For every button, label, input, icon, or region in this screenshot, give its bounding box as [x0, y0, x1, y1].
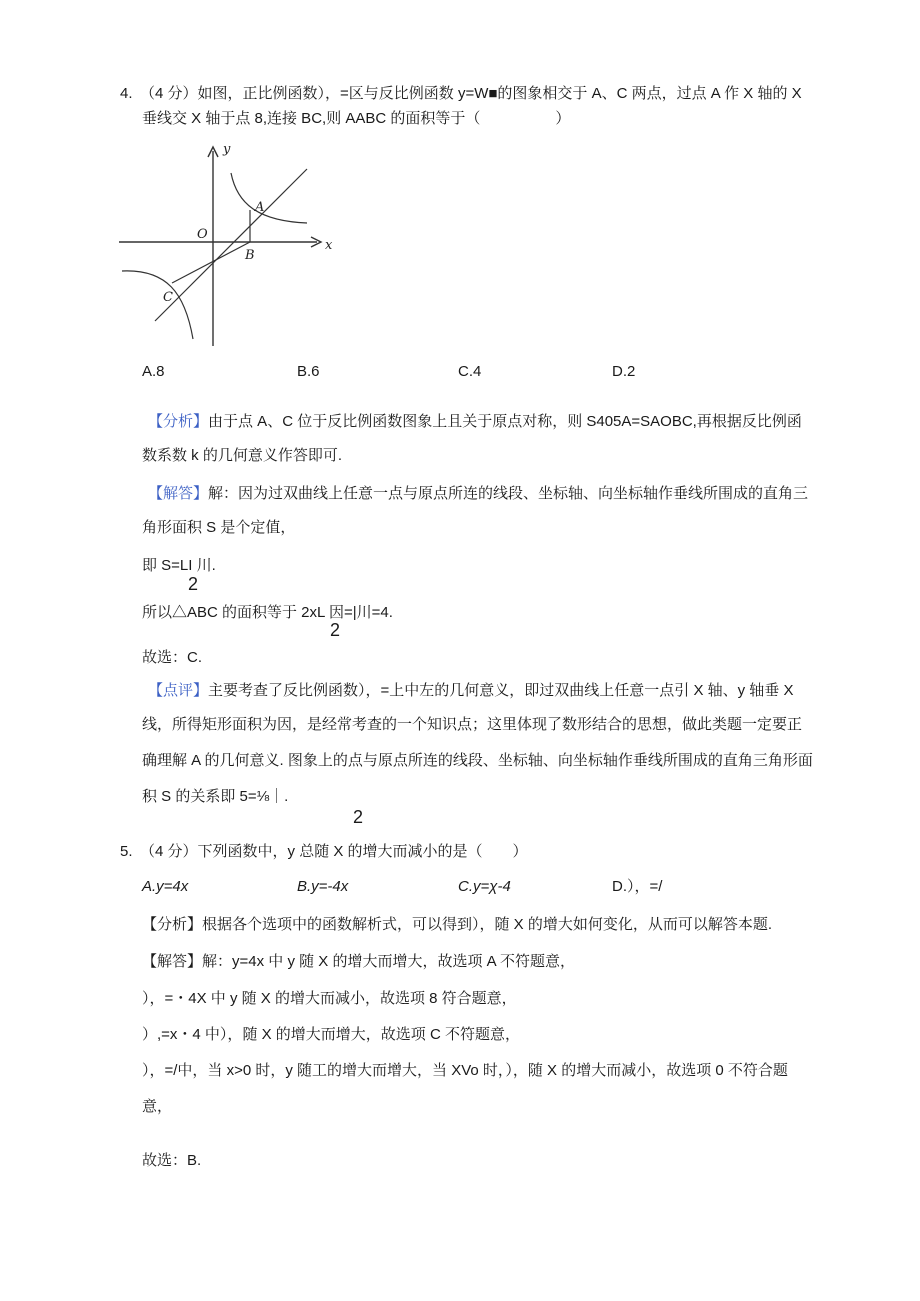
label-a: A	[255, 200, 265, 215]
q4-analysis-line1	[148, 412, 802, 432]
q4-comment-line1	[148, 681, 793, 701]
q5-option-d: D.），=/	[612, 878, 663, 895]
q4-answer-line4: 所以△ABC 的面积等于 2xL 因=|川=4.	[142, 604, 393, 621]
q4-stem-line2: 垂线交 X 轴于点 8,连接 BC,则 AABC 的面积等于（ ）	[142, 110, 571, 127]
q4-answer-line1	[148, 484, 808, 504]
q4-option-b: B.6	[297, 363, 320, 380]
q4-answer-fraction-2b: 2	[330, 620, 341, 640]
label-b: B	[245, 248, 255, 263]
q5-answer-line3: ）,=x・4 中），随 X 的增大而增大，故选项 C 不符题意，	[142, 1026, 520, 1043]
q4-answer-fraction-2: 2	[188, 574, 199, 594]
comment-tag: 【点评】	[148, 682, 209, 699]
comment-text: 主要考查了反比例函数），=上中左的几何意义，即过双曲线上任意一点引 X 轴、y 轴垂 X	[208, 682, 794, 699]
q5-stem: 5. （4 分）下列函数中，y 总随 X 的增大而减小的是（ ）	[120, 843, 528, 860]
answer-tag: 【解答】	[148, 485, 209, 502]
label-x: x	[325, 238, 333, 253]
q4-answer-line2: 角形面积 S 是个定值，	[142, 519, 296, 536]
q5-answer-line5: 意，	[142, 1098, 173, 1115]
q4-comment-line2: 线，所得矩形面积为因，是经常考查的一个知识点；这里体现了数形结合的思想，做此类题一定要正	[142, 716, 803, 733]
q4-option-c: C.4	[458, 363, 482, 380]
q5-analysis: 【分析】根据各个选项中的函数解析式，可以得到），随 X 的增大如何变化，从而可以解答本题.	[142, 916, 773, 933]
q4-option-d: D.2	[612, 363, 636, 380]
q4-comment-line3: 确理解 A 的几何意义. 图象上的点与原点所连的线段、坐标轴、向坐标轴作垂线所围成的直角三角形面	[142, 752, 813, 769]
label-c: C	[163, 290, 173, 305]
q4-comment-fraction-2: 2	[353, 807, 364, 827]
q5-answer-line4: ），=/中，当 x>0 时，y 随工的增大而增大，当 XVo 时，），随 X 的增大而减小，故选项 0 不符合题	[142, 1062, 788, 1079]
analysis-tag: 【分析】	[148, 413, 209, 430]
function-graph	[117, 143, 347, 353]
label-origin: O	[197, 227, 208, 242]
segment-bc	[172, 242, 250, 283]
q5-option-c: C.y=χ-4	[458, 878, 511, 895]
q5-option-a: A.y=4x	[142, 878, 189, 895]
q4-stem-line1: 4. （4 分）如图，正比例函数），=区与反比例函数 y=W■的图象相交于 A、C 两点，过点 A 作 X 轴的 X	[120, 85, 802, 102]
analysis-text: 由于点 A、C 位于反比例函数图象上且关于原点对称，则 S405A=SAOBC,再根据反比例函	[208, 413, 802, 430]
q5-answer-line1: 【解答】解：y=4x 中 y 随 X 的增大而增大，故选项 A 不符题意，	[142, 953, 575, 970]
q4-answer-line3: 即 S=LI 川.	[142, 557, 216, 574]
proportional-line	[155, 169, 307, 321]
q4-option-a: A.8	[142, 363, 165, 380]
q5-choice: 故选：B.	[142, 1152, 202, 1169]
q4-analysis-line2: 数系数 k 的几何意义作答即可.	[142, 447, 343, 464]
q4-choice: 故选：C.	[142, 649, 203, 666]
q4-comment-line4: 积 S 的关系即 5=⅛｜.	[142, 788, 289, 805]
hyperbola-branch-lower	[122, 271, 193, 339]
q5-answer-line2: ），=・4X 中 y 随 X 的增大而减小，故选项 8 符合题意，	[142, 990, 517, 1007]
q5-option-b: B.y=-4x	[297, 878, 349, 895]
label-y: y	[223, 143, 231, 157]
answer-text: 解：因为过双曲线上任意一点与原点所连的线段、坐标轴、向坐标轴作垂线所围成的直角三	[208, 485, 809, 502]
